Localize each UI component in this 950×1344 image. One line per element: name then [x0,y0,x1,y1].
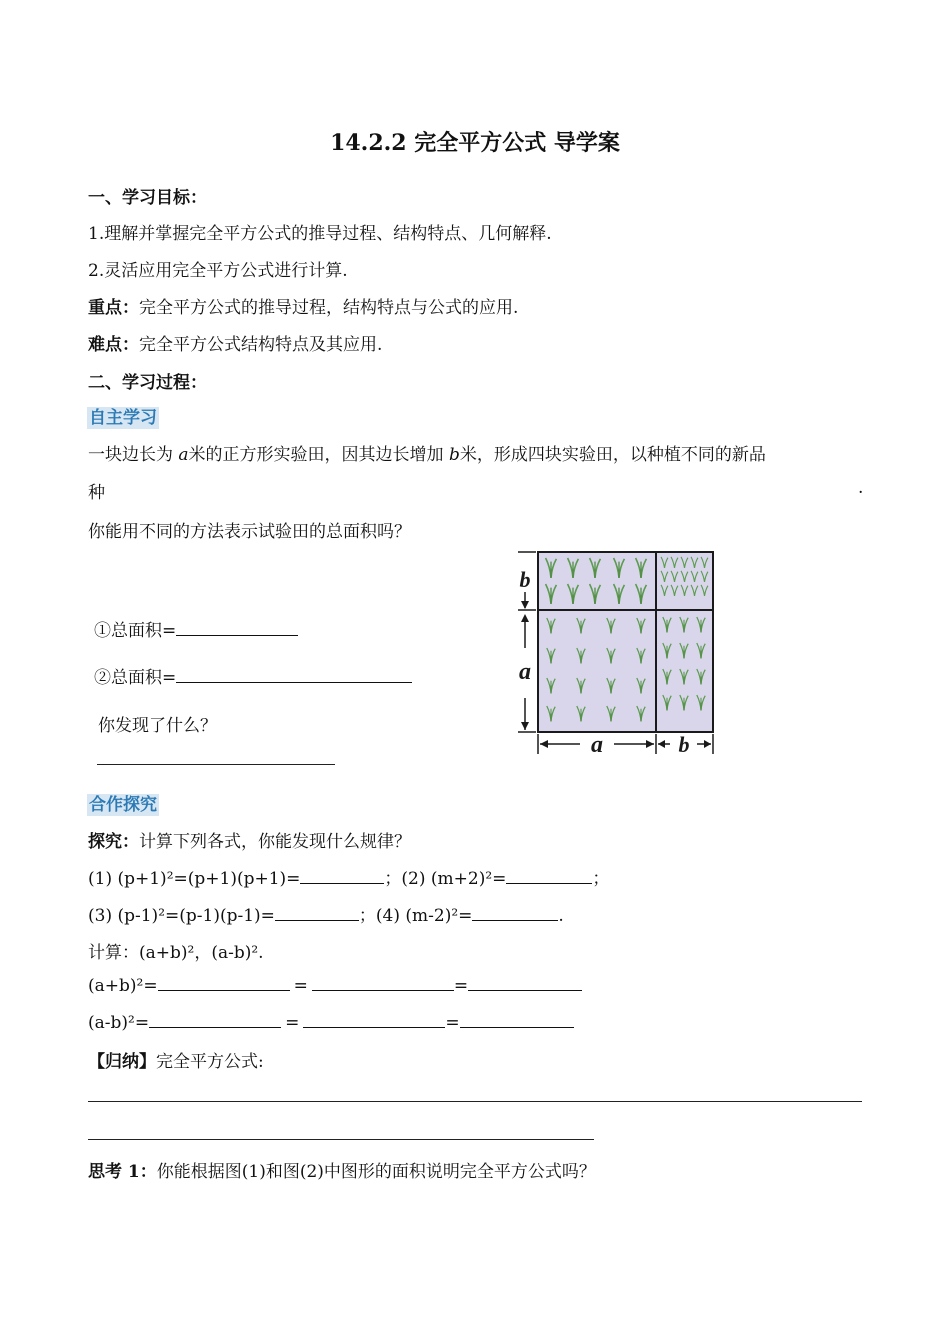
self-study-tag: 自主学习 [89,408,157,428]
explore-text: 计算下列各式，你能发现什么规律？ [139,832,411,852]
diff-square-line [88,1011,574,1033]
var-a: a [178,445,189,465]
goal-item-2: 2.灵活应用完全平方公式进行计算. [88,261,348,281]
sum-square-line [88,974,582,996]
label-b-left: b [519,567,531,592]
eq4-blank[interactable] [472,904,558,921]
sum-square-blank-3[interactable] [468,974,582,991]
difficult-point-text: 完全平方公式结构特点及其应用. [139,335,383,355]
square-field-figure [514,548,719,758]
explore-label: 探究： [88,832,139,852]
area-1-label: ①总面积= [94,621,177,641]
summary-text: 完全平方公式: [156,1052,264,1072]
sum-square-label: (a+b)²= [88,976,158,996]
area-1-line [94,616,298,641]
difficult-point-label: 难点： [88,335,139,355]
para-end-dot: . [858,478,864,498]
area-1-blank[interactable] [176,619,298,636]
summary-label: 【归纳】 [88,1052,156,1072]
think-1-label: 思考 1： [88,1162,157,1182]
summary-line [88,1047,264,1072]
eq3-blank[interactable] [275,904,359,921]
diff-square-blank-3[interactable] [460,1011,574,1028]
eq1-blank[interactable] [300,867,384,884]
eq-sign-3: = [285,1013,300,1033]
area-2-blank[interactable] [176,666,412,683]
eq3-label: (3) (p-1)²=(p-1)(p-1)= [88,906,275,926]
key-point [88,293,518,318]
label-b-bottom: b [678,732,690,757]
eq1-label: (1) (p+1)²=(p+1)(p+1)= [88,869,301,889]
eq4-end: . [558,906,564,926]
eq-sign-4: = [445,1013,460,1033]
label-a-bottom: a [591,732,603,758]
key-point-label: 重点： [88,298,139,318]
para-part-4: 种 [88,483,105,503]
eq-sign-2: = [453,976,469,996]
eq2-blank[interactable] [506,867,592,884]
goal-item-1: 1.理解并掌握完全平方公式的推导过程、结构特点、几何解释. [88,224,552,244]
self-study-paragraph [88,440,766,465]
para-part-1: 一块边长为 [88,445,173,465]
area-question: 你能用不同的方法表示试验田的总面积吗？ [88,522,411,542]
found-answer-line[interactable] [97,764,335,765]
var-b: b [448,445,460,465]
eq2-end: ； [592,869,610,889]
diff-square-blank-1[interactable] [149,1011,281,1028]
eq-sign-1: = [293,976,308,996]
sum-square-blank-1[interactable] [158,974,290,991]
label-a-left: a [519,659,531,685]
think-1-line [88,1157,596,1182]
diff-square-label: (a-b)²= [88,1013,150,1033]
field-a-by-a [538,610,656,732]
eq4-label: ；(4) (m-2)²= [358,906,473,926]
page-title: 14.2.2 完全平方公式 导学案 [330,130,620,156]
para-part-3: 米，形成四块实验田，以种植不同的新品 [459,445,766,465]
key-point-text: 完全平方公式的推导过程，结构特点与公式的应用. [139,298,519,318]
process-heading: 二、学习过程： [88,373,207,393]
goals-heading: 一、学习目标： [88,188,207,208]
sum-square-blank-2[interactable] [312,974,454,991]
difficult-point [88,330,382,355]
diff-square-blank-2[interactable] [303,1011,445,1028]
summary-answer-line-2[interactable] [88,1139,594,1140]
coop-tag: 合作探究 [89,795,157,815]
equation-row-2 [88,901,564,926]
para-part-2: 米的正方形实验田，因其边长增加 [188,445,444,465]
explore-line [88,827,411,852]
area-2-line [94,663,412,688]
area-2-label: ②总面积= [94,668,177,688]
equation-row-1 [88,864,609,889]
summary-answer-line-1[interactable] [88,1101,862,1102]
compute-line: 计算：(a+b)²，(a-b)². [88,943,264,963]
think-1-text: 你能根据图(1)和图(2)中图形的面积说明完全平方公式吗？ [156,1162,596,1182]
found-question: 你发现了什么？ [98,716,217,736]
eq2-label: ；(2) (m+2)²= [384,869,507,889]
